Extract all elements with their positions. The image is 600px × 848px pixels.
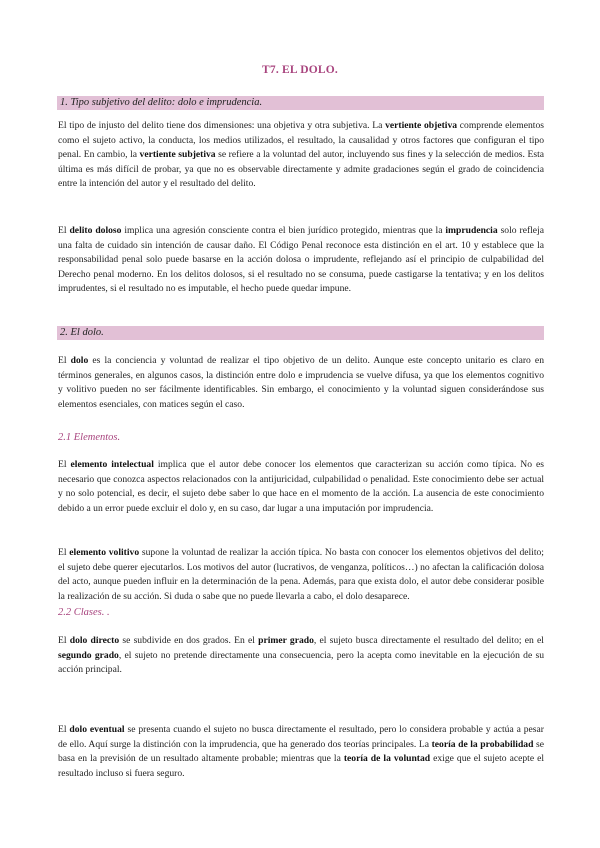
- subsection-heading-elementos: 2.1 Elementos.: [58, 432, 121, 443]
- section-heading-tipo-subjetivo: 1. Tipo subjetivo del delito: dolo e imprudencia.: [57, 96, 544, 110]
- paragraph-tipo-injusto: El tipo de injusto del delito tiene dos dimensiones: una objetiva y otra subjetiva. La vertiente objetiva comprende elementos como el sujeto activo, la conducta, los medios utilizados, el resultado, la causalidad y otros factores que configuran el tipo penal. En cambio, la vertiente subjetiva se refiere a la voluntad del autor, incluyendo sus fines y la selección de medios. Esta última es más difícil de probar, ya que no es observable directamente y admite gradaciones según el grado de coincidencia entre la intención del autor y el resultado del delito.: [58, 120, 544, 190]
- paragraph-elemento-volitivo: El elemento volitivo supone la voluntad de realizar la acción típica. No basta con conocer los elementos objetivos del delito; el sujeto debe querer ejecutarlos. Los motivos del autor (lucrativos, de venganza, políticos…) no afectan la calificación dolosa del acto, aunque pueden influir en la determinación de la pena. Además, para que exista dolo, el autor debe considerar posible la realización de su acción. Si duda o sabe que no puede llevarla a cabo, el dolo desaparece.: [58, 547, 544, 602]
- subsection-heading-clases: 2.2 Clases. .: [58, 607, 110, 618]
- section-heading-el-dolo: 2. El dolo.: [57, 326, 544, 340]
- paragraph-delito-doloso: El delito doloso implica una agresión consciente contra el bien jurídico protegido, mientras que la imprudencia solo refleja una falta de cuidado sin intención de causar daño. El Código Penal reconoce esta distinción en el art. 10 y establece que la responsabilidad penal solo puede basarse en la acción dolosa o imprudente, reflejando así el principio de culpabilidad del Derecho penal moderno. En los delitos dolosos, si el resultado no se consuma, puede castigarse la tentativa; y en los delitos imprudentes, si el resultado no es imputable, el hecho puede quedar impune.: [58, 225, 544, 295]
- page-title: T7. EL DOLO.: [262, 64, 338, 76]
- paragraph-elemento-intelectual: El elemento intelectual implica que el autor debe conocer los elementos que caracterizan su acción como típica. No es necesario que conozca aspectos relacionados con la antijuricidad, culpabilidad o penalidad. Este conocimiento debe ser actual y no solo potencial, es decir, el sujeto debe saber lo que hace en el momento de la acción. La ausencia de este conocimiento debido a un error puede excluir el dolo y, en su caso, dar lugar a una imputación por imprudencia.: [58, 459, 544, 514]
- paragraph-dolo-directo: El dolo directo se subdivide en dos grados. En el primer grado, el sujeto busca directamente el resultado del delito; en el segundo grado, el sujeto no pretende directamente una consecuencia, pero la acepta como inevitable en la ejecución de su acción principal.: [58, 635, 544, 676]
- paragraph-dolo-definicion: El dolo es la conciencia y voluntad de realizar el tipo objetivo de un delito. Aunque este concepto unitario es claro en términos generales, en algunos casos, la distinción entre dolo e imprudencia se vuelve difusa, ya que los elementos cognitivo y volitivo pueden no ser fácilmente identificables. Sin embargo, el conocimiento y la voluntad siguen considerándose sus elementos esenciales, con matices según el caso.: [58, 355, 544, 410]
- paragraph-dolo-eventual: El dolo eventual se presenta cuando el sujeto no busca directamente el resultado, pero lo considera probable y actúa a pesar de ello. Aquí surge la distinción con la imprudencia, que ha generado dos teorías principales. La teoría de la probabilidad se basa en la previsión de un resultado altamente probable; mientras que la teoría de la voluntad exige que el sujeto acepte el resultado incluso si fuera seguro.: [58, 724, 545, 779]
